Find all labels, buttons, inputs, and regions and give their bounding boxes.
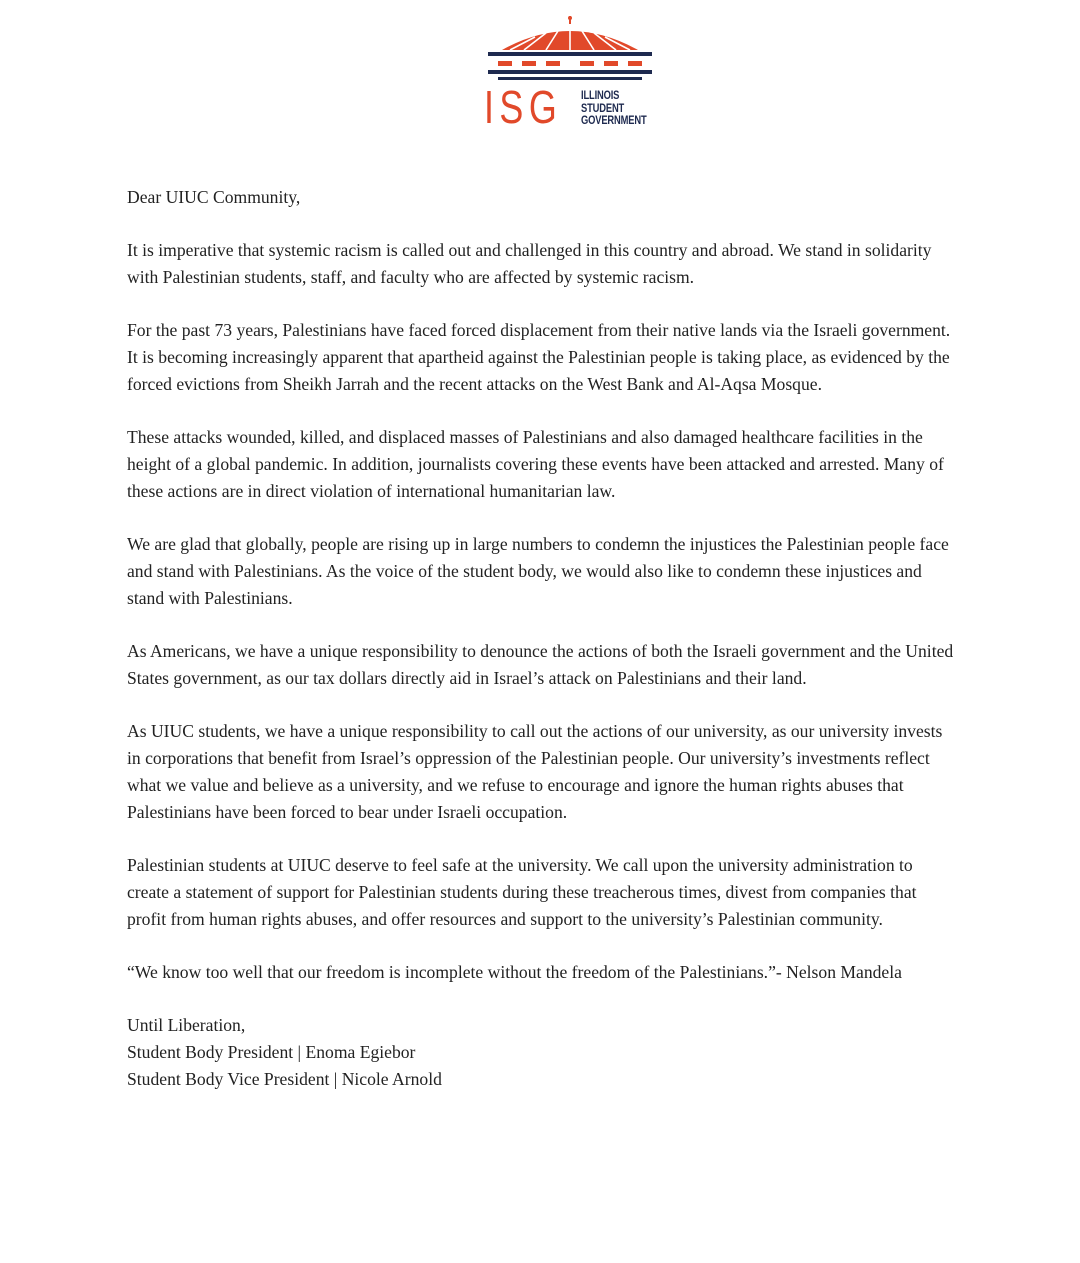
letter-body bbox=[127, 184, 957, 1093]
logo-organization-name bbox=[581, 89, 647, 127]
signature-line: Student Body Vice President | Nicole Arnold bbox=[127, 1069, 442, 1089]
greeting: Dear UIUC Community, bbox=[127, 187, 301, 207]
paragraph: These attacks wounded, killed, and displaced masses of Palestinians and also damaged healthcare facilities in the height of a global pandemic. In addition, journalists covering these events have been attacked and arrested. Many of these actions are in direct violation of international humanitarian law. bbox=[127, 427, 944, 501]
paragraph: Palestinian students at UIUC deserve to feel safe at the university. We call upon the university administration to create a statement of support for Palestinian students during these treacherous times, divest from companies that profit from human rights abuses, and offer resources and support to the university’s Palestinian community. bbox=[127, 855, 917, 929]
logo-letters: ISG bbox=[484, 81, 563, 133]
logo-word: GOVERNMENT bbox=[581, 113, 647, 127]
logo-word: ILLINOIS bbox=[581, 88, 620, 102]
paragraph: It is imperative that systemic racism is called out and challenged in this country and abroad. We stand in solidarity with Palestinian students, staff, and faculty who are affected by systemic racism. bbox=[127, 240, 932, 287]
closing: Until Liberation, bbox=[127, 1015, 246, 1035]
quote-paragraph: “We know too well that our freedom is incomplete without the freedom of the Palestinians.”- Nelson Mandela bbox=[127, 962, 902, 982]
signature-line: Student Body President | Enoma Egiebor bbox=[127, 1042, 416, 1062]
paragraph: As UIUC students, we have a unique responsibility to call out the actions of our university, as our university invests in corporations that benefit from Israel’s oppression of the Palestinian people. Our university’s investments reflect what we value and believe as a university, and we refuse to encourage and ignore the human rights abuses that Palestinians have been forced to bear under Israeli occupation. bbox=[127, 721, 943, 822]
isg-logo bbox=[480, 14, 660, 134]
paragraph: We are glad that globally, people are rising up in large numbers to condemn the injustices the Palestinian people face and stand with Palestinians. As the voice of the student body, we would also like to condemn these injustices and stand with Palestinians. bbox=[127, 534, 949, 608]
paragraph: As Americans, we have a unique responsibility to denounce the actions of both the Israeli government and the United States government, as our tax dollars directly aid in Israel’s attack on Palestinians and their land. bbox=[127, 641, 954, 688]
logo-word: STUDENT bbox=[581, 100, 625, 115]
signoff bbox=[127, 1012, 957, 1093]
dome-emblem-icon bbox=[480, 14, 660, 84]
paragraph: For the past 73 years, Palestinians have faced forced displacement from their native lands via the Israeli government. It is becoming increasingly apparent that apartheid against the Palestinian people is taking place, as evidenced by the forced evictions from Sheikh Jarrah and the recent attacks on the West Bank and Al-Aqsa Mosque. bbox=[127, 320, 951, 394]
